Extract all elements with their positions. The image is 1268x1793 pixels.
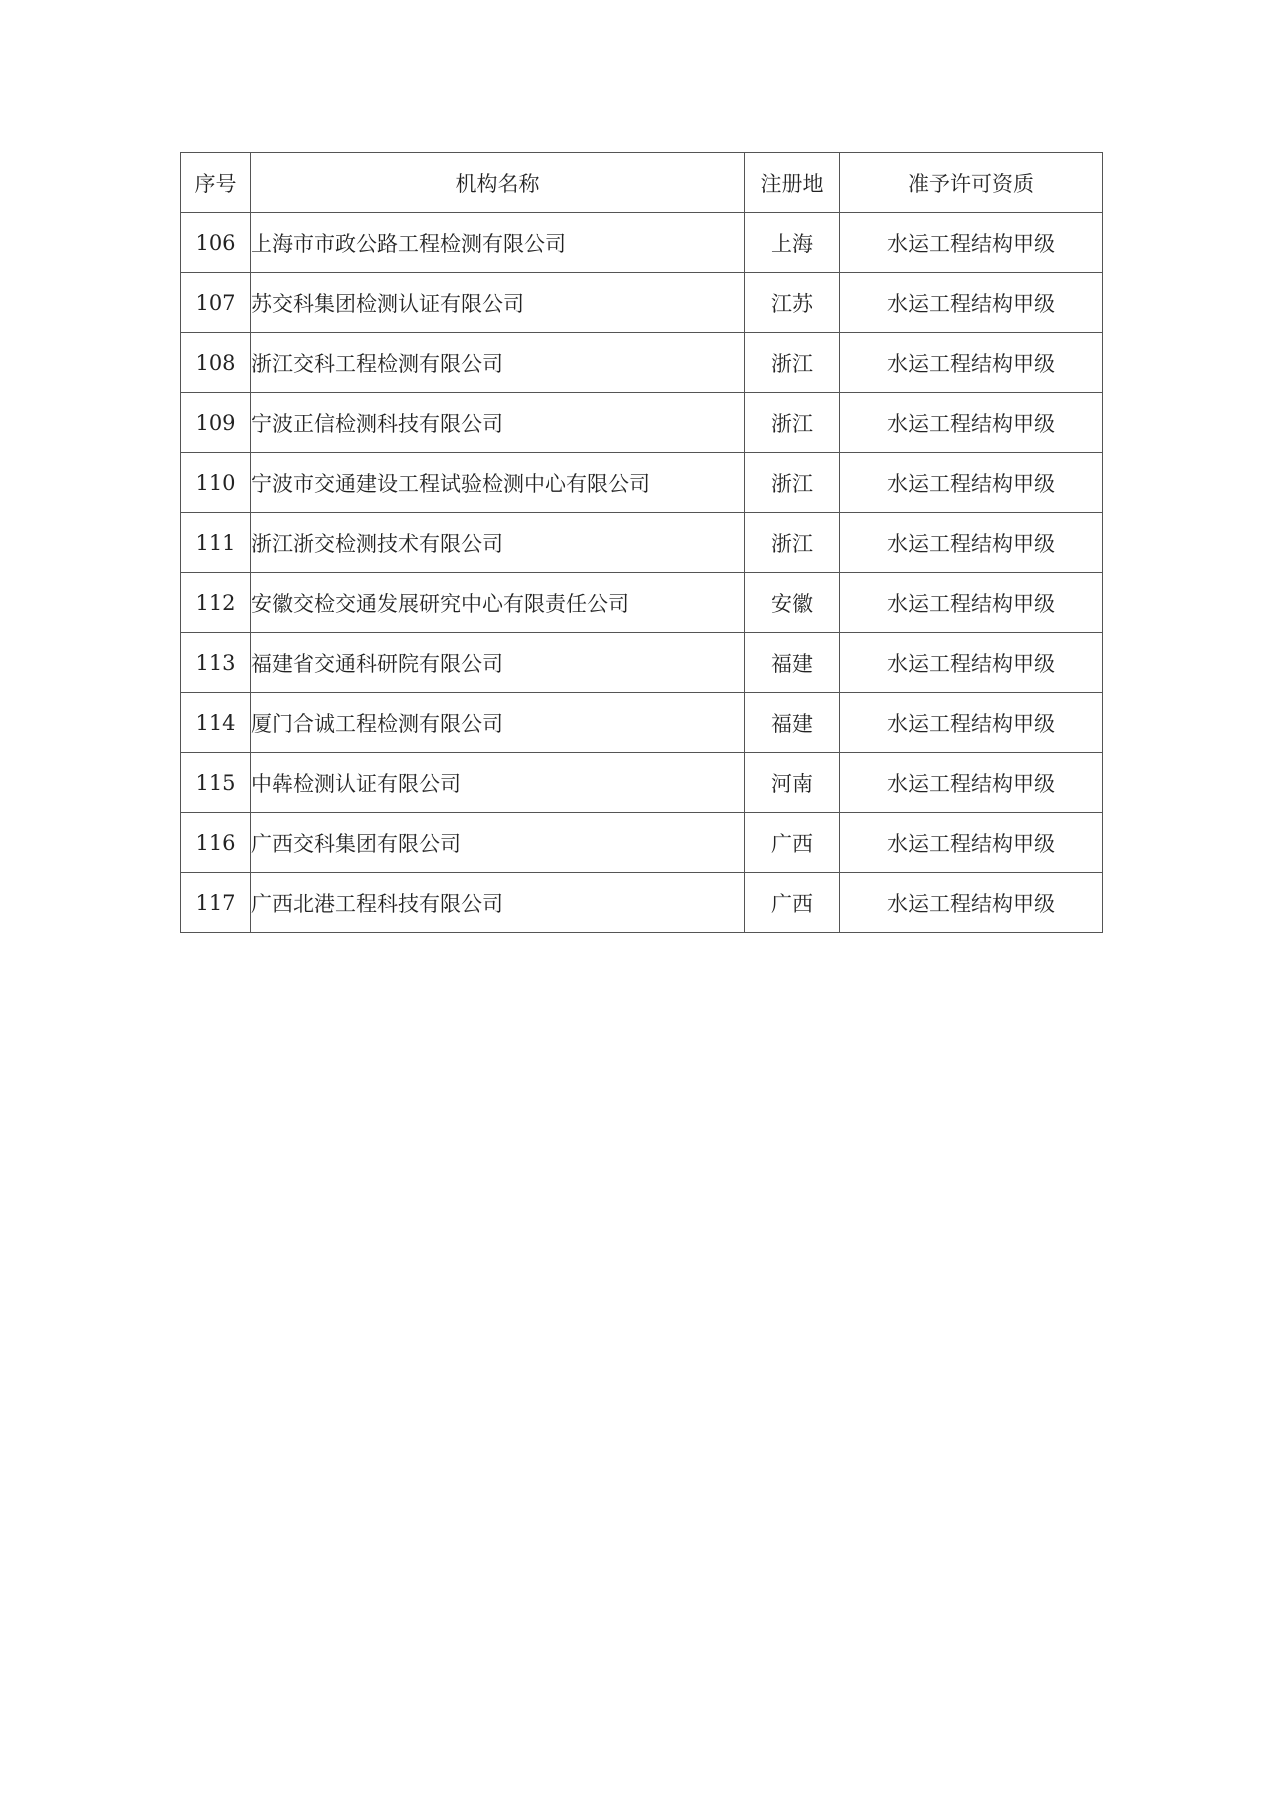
cell-seq: 115	[181, 753, 251, 813]
cell-qualification: 水运工程结构甲级	[840, 813, 1103, 873]
table-row	[181, 453, 1103, 513]
cell-region: 浙江	[745, 513, 840, 573]
cell-name: 厦门合诚工程检测有限公司	[251, 693, 745, 753]
cell-region: 广西	[745, 813, 840, 873]
cell-seq: 114	[181, 693, 251, 753]
cell-name: 广西北港工程科技有限公司	[251, 873, 745, 933]
cell-qualification: 水运工程结构甲级	[840, 213, 1103, 273]
table-row	[181, 633, 1103, 693]
header-seq: 序号	[181, 153, 251, 213]
table-row	[181, 873, 1103, 933]
cell-qualification: 水运工程结构甲级	[840, 693, 1103, 753]
cell-name: 浙江交科工程检测有限公司	[251, 333, 745, 393]
cell-region: 福建	[745, 633, 840, 693]
cell-qualification: 水运工程结构甲级	[840, 273, 1103, 333]
cell-region: 福建	[745, 693, 840, 753]
cell-name: 苏交科集团检测认证有限公司	[251, 273, 745, 333]
cell-region: 浙江	[745, 453, 840, 513]
table-row	[181, 213, 1103, 273]
cell-seq: 112	[181, 573, 251, 633]
table-header	[181, 153, 1103, 213]
cell-region: 安徽	[745, 573, 840, 633]
cell-region: 河南	[745, 753, 840, 813]
cell-qualification: 水运工程结构甲级	[840, 633, 1103, 693]
header-qualification: 准予许可资质	[840, 153, 1103, 213]
cell-region: 浙江	[745, 393, 840, 453]
header-name: 机构名称	[251, 153, 745, 213]
cell-name: 广西交科集团有限公司	[251, 813, 745, 873]
cell-seq: 113	[181, 633, 251, 693]
cell-region: 广西	[745, 873, 840, 933]
cell-name: 浙江浙交检测技术有限公司	[251, 513, 745, 573]
cell-seq: 107	[181, 273, 251, 333]
header-row	[181, 153, 1103, 213]
cell-name: 宁波市交通建设工程试验检测中心有限公司	[251, 453, 745, 513]
cell-name: 福建省交通科研院有限公司	[251, 633, 745, 693]
cell-name: 上海市市政公路工程检测有限公司	[251, 213, 745, 273]
cell-qualification: 水运工程结构甲级	[840, 333, 1103, 393]
cell-seq: 106	[181, 213, 251, 273]
cell-qualification: 水运工程结构甲级	[840, 393, 1103, 453]
table-row	[181, 813, 1103, 873]
cell-name: 中犇检测认证有限公司	[251, 753, 745, 813]
cell-region: 江苏	[745, 273, 840, 333]
cell-seq: 111	[181, 513, 251, 573]
table-row	[181, 393, 1103, 453]
institution-table	[180, 152, 1103, 933]
table-body	[181, 213, 1103, 933]
cell-seq: 117	[181, 873, 251, 933]
cell-name: 宁波正信检测科技有限公司	[251, 393, 745, 453]
cell-qualification: 水运工程结构甲级	[840, 573, 1103, 633]
cell-qualification: 水运工程结构甲级	[840, 873, 1103, 933]
table-row	[181, 693, 1103, 753]
table-row	[181, 273, 1103, 333]
table-row	[181, 573, 1103, 633]
cell-seq: 116	[181, 813, 251, 873]
cell-name: 安徽交检交通发展研究中心有限责任公司	[251, 573, 745, 633]
header-region: 注册地	[745, 153, 840, 213]
table-row	[181, 333, 1103, 393]
cell-seq: 109	[181, 393, 251, 453]
cell-qualification: 水运工程结构甲级	[840, 453, 1103, 513]
cell-region: 上海	[745, 213, 840, 273]
cell-qualification: 水运工程结构甲级	[840, 513, 1103, 573]
table-row	[181, 753, 1103, 813]
cell-seq: 110	[181, 453, 251, 513]
cell-qualification: 水运工程结构甲级	[840, 753, 1103, 813]
table-row	[181, 513, 1103, 573]
cell-region: 浙江	[745, 333, 840, 393]
cell-seq: 108	[181, 333, 251, 393]
